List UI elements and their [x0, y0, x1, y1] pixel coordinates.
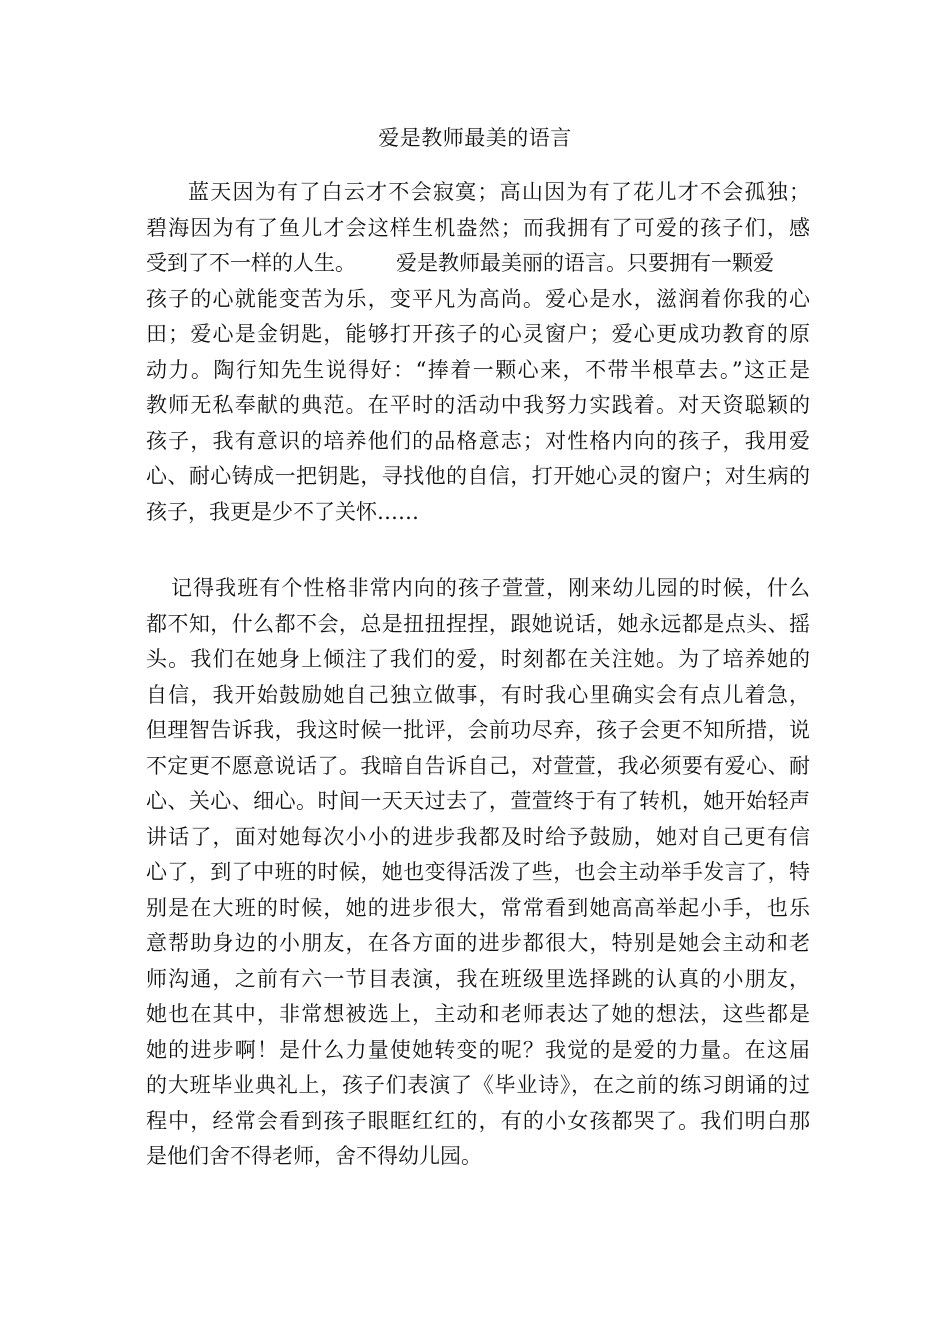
text-line: 碧海因为有了鱼儿才会这样生机盎然；而我拥有了可爱的孩子们，感 [146, 215, 810, 240]
text-line-combined [146, 246, 810, 282]
text-line: 蓝天因为有了白云才不会寂寞；高山因为有了花儿才不会孤独； [188, 180, 810, 204]
text-line: 孩子，我更是少不了关怀…… [146, 499, 419, 524]
text-line: 程中，经常会看到孩子眼眶红红的，有的小女孩都哭了。我们明白那 [146, 1108, 810, 1133]
document-title: 爱是教师最美的语言 [378, 126, 572, 150]
text-line: 孩子的心就能变苦为乐，变平凡为高尚。爱心是水，滋润着你我的心 [146, 286, 810, 311]
text-line: 不定更不愿意说话了。我暗自告诉自己，对萱萱，我必须要有爱心、耐 [146, 753, 810, 778]
text-line: 心了，到了中班的时候，她也变得活泼了些，也会主动举手发言了，特 [146, 860, 810, 884]
text-line: 动力。陶行知先生说得好：“捧着一颗心来，不带半根草去。”这正是 [146, 357, 810, 382]
text-line: 都不知，什么都不会，总是扭扭捏捏，跟她说话，她永远都是点头、摇 [146, 611, 810, 636]
text-line: 记得我班有个性格非常内向的孩子萱萱，刚来幼儿园的时候，什么 [171, 576, 810, 600]
text-line: 别是在大班的时候，她的进步很大，常常看到她高高举起小手，也乐 [146, 895, 810, 920]
text-line: 田；爱心是金钥匙，能够打开孩子的心灵窗户；爱心更成功教育的原 [146, 322, 810, 346]
text-line: 孩子，我有意识的培养他们的品格意志；对性格内向的孩子，我用爱 [146, 428, 810, 453]
text-line: 是他们舍不得老师，舍不得幼儿园。 [146, 1144, 482, 1168]
text-line: 头。我们在她身上倾注了我们的爱，时刻都在关注她。为了培养她的 [146, 647, 810, 671]
text-line: 她的进步啊！是什么力量使她转变的呢？我觉的是爱的力量。在这届 [146, 1037, 810, 1062]
text-line: 她也在其中，非常想被选上，主动和老师表达了她的想法，这些都是 [146, 1002, 810, 1026]
text-line: 师沟通，之前有六一节目表演，我在班级里选择跳的认真的小朋友， [146, 966, 810, 991]
text-line: 意帮助身边的小朋友，在各方面的进步都很大，特别是她会主动和老 [146, 931, 810, 955]
text-line: 心、关心、细心。时间一天天过去了，萱萱终于有了转机，她开始轻声 [146, 789, 810, 813]
text-segment: 受到了不一样的人生。 [146, 251, 356, 275]
text-line: 教师无私奉献的典范。在平时的活动中我努力实践着。对天资聪颖的 [146, 393, 810, 417]
paragraph-2 [146, 571, 810, 1175]
paragraph-1 [146, 175, 810, 530]
text-line: 的大班毕业典礼上，孩子们表演了《毕业诗》，在之前的练习朗诵的过 [146, 1073, 810, 1097]
text-line: 讲话了，面对她每次小小的进步我都及时给予鼓励，她对自己更有信 [146, 824, 810, 849]
text-line: 自信，我开始鼓励她自己独立做事，有时我心里确实会有点儿着急， [146, 682, 810, 707]
text-line: 但理智告诉我，我这时候一批评，会前功尽弃，孩子会更不知所措，说 [146, 718, 810, 742]
text-line: 心、耐心铸成一把钥匙，寻找他的自信，打开她心灵的窗户；对生病的 [146, 464, 810, 488]
text-segment: 爱是教师最美丽的语言。只要拥有一颗爱 [396, 251, 774, 275]
